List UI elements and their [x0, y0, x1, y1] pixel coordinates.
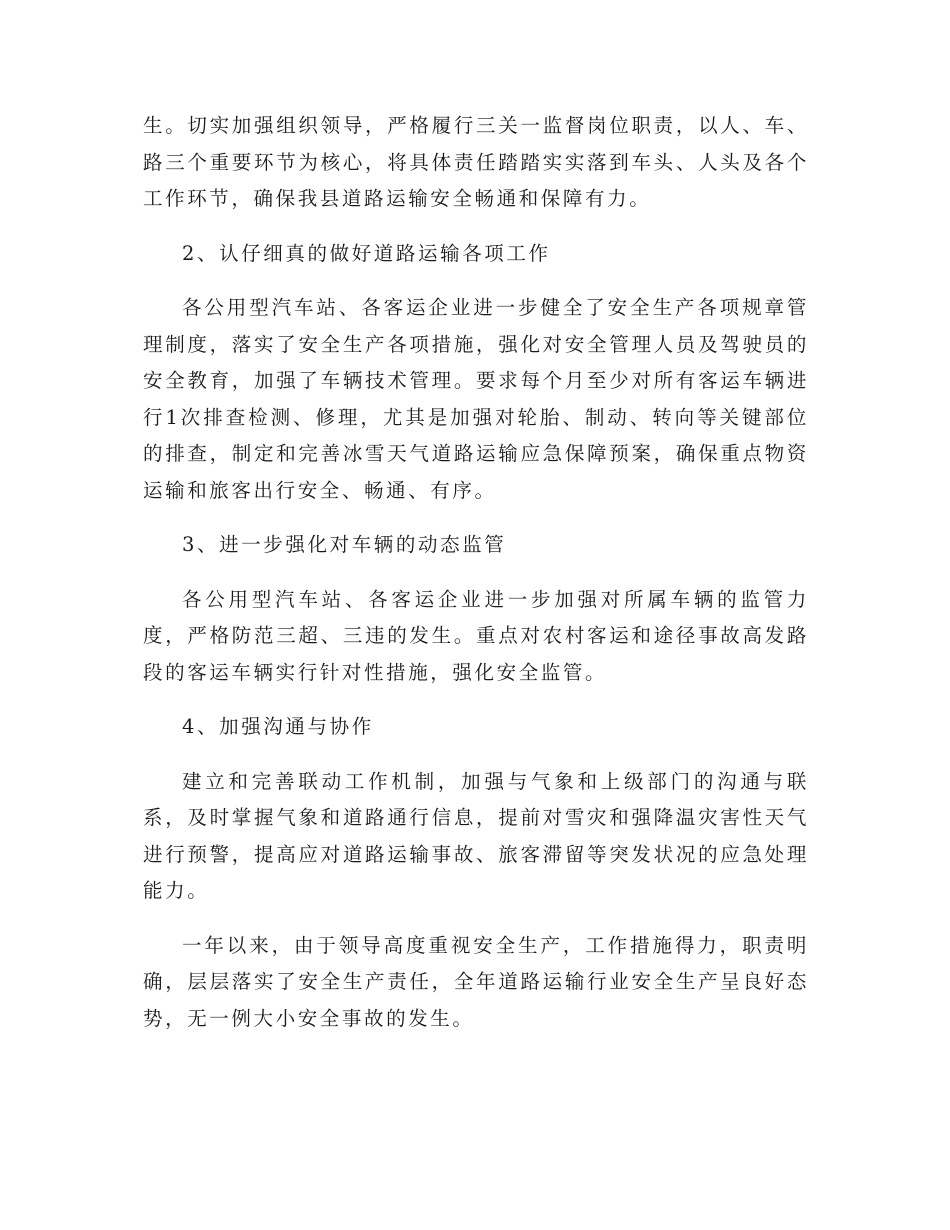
section-heading-3: 3、进一步强化对车辆的动态监管: [182, 533, 507, 556]
body-paragraph-continuation: 生。切实加强组织领导，严格履行三关一监督岗位职责，以人、车、路三个重要环节为核心，将具体责任踏踏实实落到车头、人头及各个工作环节，确保我县道路运输安全畅通和保障有力。: [143, 114, 809, 210]
document-body: [143, 108, 809, 1037]
section-heading-2: 2、认仔细真的做好道路运输各项工作: [182, 241, 551, 265]
body-paragraph-vehicle-supervision: 各公用型汽车站、各客运企业进一步加强对所属车辆的监管力度，严格防范三超、三违的发生。重点对农村客运和途径事故高发路段的客运车辆实行针对性措施，强化安全监管。: [143, 587, 809, 684]
body-paragraph-summary: 一年以来，由于领导高度重视安全生产，工作措施得力，职责明确，层层落实了安全生产责任，全年道路运输行业安全生产呈良好态势，无一例大小安全事故的发生。: [143, 933, 809, 1030]
section-heading-4: 4、加强沟通与协作: [182, 715, 374, 738]
body-paragraph-road-transport-work: 各公用型汽车站、各客运企业进一步健全了安全生产各项规章管理制度，落实了安全生产各项措施，强化对安全管理人员及驾驶员的安全教育，加强了车辆技术管理。要求每个月至少对所有客运车辆进行1次排查检测、修理，尤其是加强对轮胎、制动、转向等关键部位的排查，制定和完善冰雪天气道路运输应急保障预案，确保重点物资运输和旅客出行安全、畅通、有序。: [143, 296, 809, 502]
body-paragraph-communication: 建立和完善联动工作机制，加强与气象和上级部门的沟通与联系，及时掌握气象和道路通行信息，提前对雪灾和强降温灾害性天气进行预警，提高应对道路运输事故、旅客滞留等突发状况的应急处理能力。: [143, 769, 809, 902]
